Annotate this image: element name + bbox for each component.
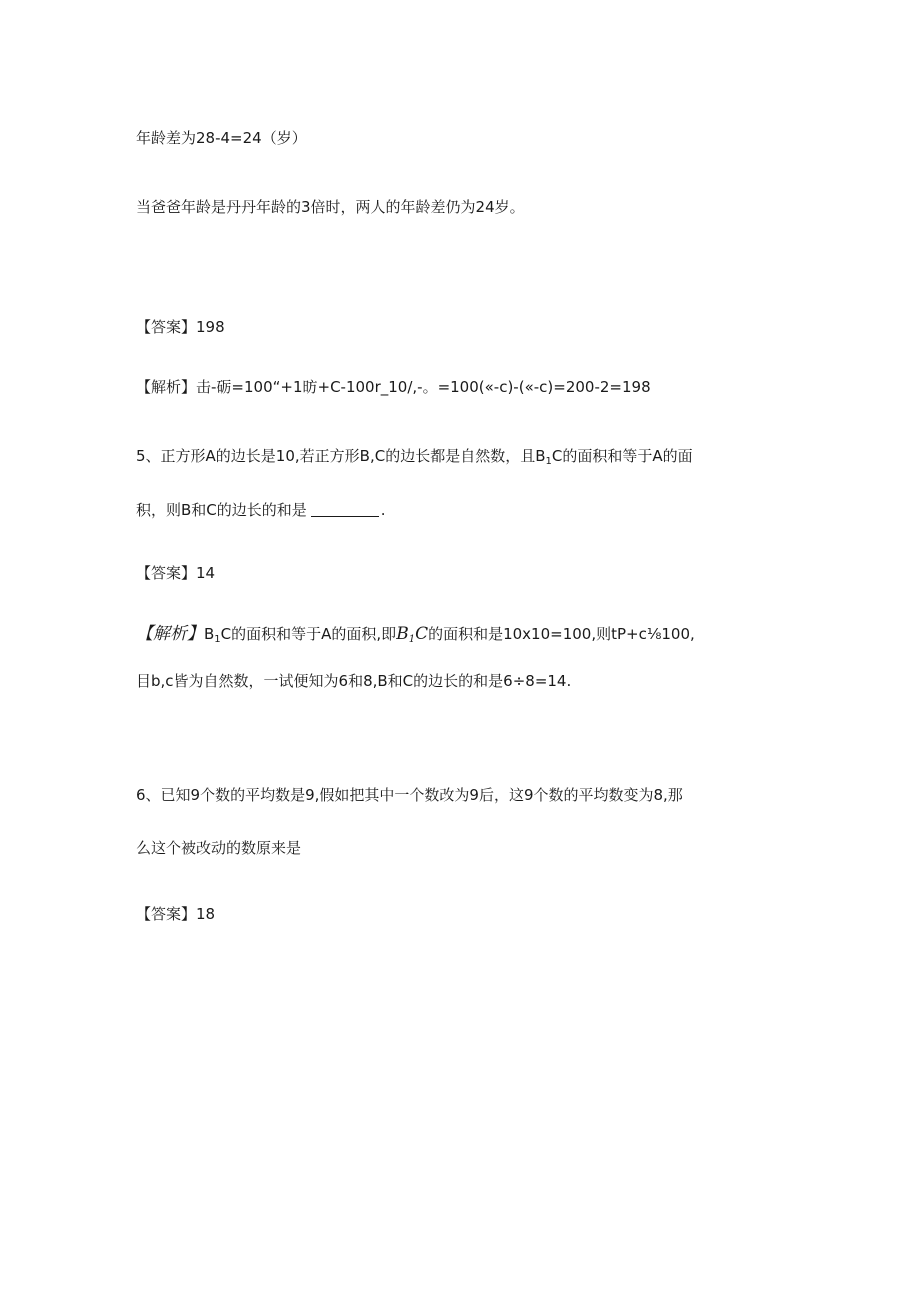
l8-ital2: C xyxy=(415,624,429,644)
answer-line-18: 【答案】18 xyxy=(136,905,216,923)
q5-text-a: 5、正方形A的边长是10,若正方形B,C的边长都是自然数，且B xyxy=(136,447,546,465)
question-6-line-2: 么这个被改动的数原来是 xyxy=(136,839,302,857)
q5-text-c2: . xyxy=(380,501,386,519)
answer-line-14: 【答案】14 xyxy=(136,564,216,582)
answer-line-198: 【答案】198 xyxy=(136,318,225,336)
l8-ital-sub: 1 xyxy=(408,634,416,645)
l8-ital: B xyxy=(396,624,409,644)
question-5-line-2 xyxy=(136,500,386,520)
analysis-line-198: 【解析】击-砺=100“+1昉+C-100r_10/,-。=100(«-c)-(«-c)=200-2=198 xyxy=(136,378,651,396)
l8-c: C的面积和等于A的面积,即 xyxy=(220,625,397,643)
analysis-tag: 【解析】 xyxy=(136,624,204,644)
l8-b: B xyxy=(204,625,215,643)
q5-text-b: C的面积和等于A的面 xyxy=(551,447,693,465)
q5-subscript: 1 xyxy=(545,456,552,467)
text-line-age-conclusion: 当爸爸年龄是丹丹年龄的3倍时，两人的年龄差仍为24岁。 xyxy=(136,198,525,216)
question-5-line-1 xyxy=(136,446,693,472)
analysis-line-14-cont: 目b,c皆为自然数，一试便知为6和8,B和C的边长的和是6÷8=14. xyxy=(136,672,572,690)
analysis-line-14 xyxy=(136,624,695,650)
q5-text-c1: 积，则B和C的边长的和是 xyxy=(136,501,307,519)
answer-blank xyxy=(311,502,379,517)
text-line-age-diff: 年龄差为28-4=24（岁） xyxy=(136,129,307,147)
l8-sub: 1 xyxy=(214,634,221,645)
question-6-line-1: 6、已知9个数的平均数是9,假如把其中一个数改为9后，这9个数的平均数变为8,那 xyxy=(136,786,683,804)
l8-d: 的面积和是10x10=100,则tP+c⅛100, xyxy=(428,625,695,643)
